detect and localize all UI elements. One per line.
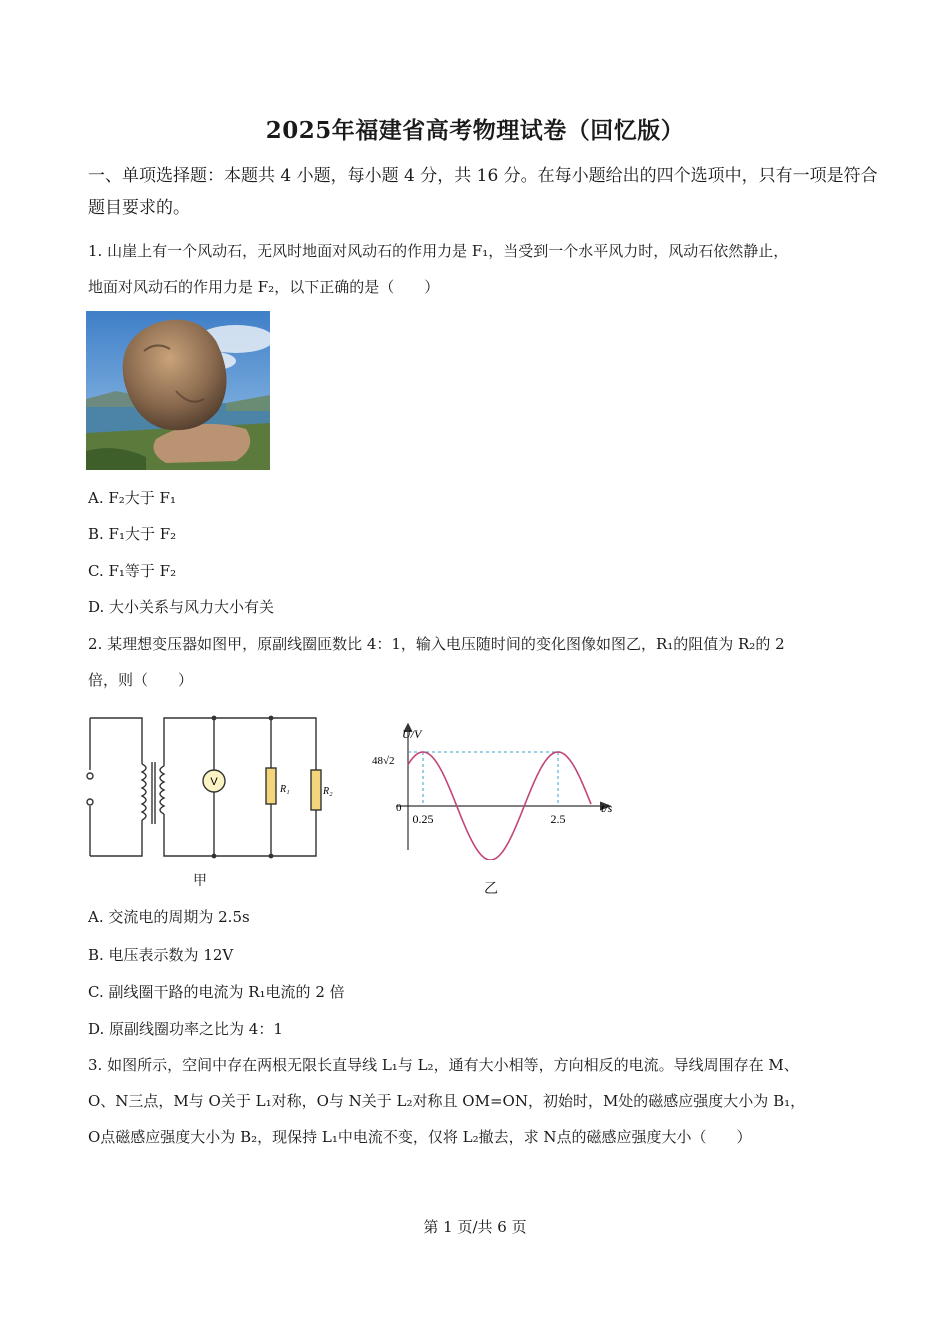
q2-option-a: A. 交流电的周期为 2.5s (88, 908, 250, 926)
q3-line-2: O、N三点，M与 O关于 L₁对称，O与 N关于 L₂对称且 OM=ON，初始时，M处的磁感应强度大小为 B₁， (88, 1092, 806, 1110)
x-tick-label-1: 2.5 (550, 812, 566, 826)
origin-label: 0 (396, 802, 402, 814)
q2-line-1: 2. 某理想变压器如图甲，原副线圈匝数比 4：1，输入电压随时间的变化图像如图乙，R₁的阻值为 R₂的 2 (88, 635, 785, 653)
figure-jia-caption: 甲 (193, 873, 207, 889)
figure-yi-caption: 乙 (484, 881, 498, 897)
section-heading: 一、单项选择题：本题共 4 小题，每小题 4 分，共 16 分。在每小题给出的四个选项中，只有一项是符合题目要求的。 (88, 166, 878, 218)
q1-option-d: D. 大小关系与风力大小有关 (88, 598, 275, 616)
q1-option-c: C. F₁等于 F₂ (88, 562, 177, 580)
x-axis-label: t/s (601, 801, 613, 815)
voltage-time-chart (368, 720, 623, 864)
q2-line-2: 倍，则（ ） (88, 671, 194, 689)
q1-line-2: 地面对风动石的作用力是 F₂，以下正确的是（ ） (88, 278, 440, 296)
r1-label: R₁ (280, 784, 290, 795)
wind-rock-photo (86, 311, 270, 470)
q1-option-a: A. F₂大于 F₁ (88, 489, 176, 507)
page-footer: 第 1 页/共 6 页 (423, 1218, 527, 1236)
q1-line-1: 1. 山崖上有一个风动石，无风时地面对风动石的作用力是 F₁，当受到一个水平风力时，风动石依然静止， (88, 242, 789, 260)
transformer-circuit-figure (84, 710, 334, 874)
page-title: 2025年福建省高考物理试卷（回忆版） (265, 117, 685, 144)
r2-label: R₂ (323, 786, 333, 797)
y-axis-label: U/V (402, 727, 422, 741)
q1-option-b: B. F₁大于 F₂ (88, 525, 177, 543)
q3-line-1: 3. 如图所示，空间中存在两根无限长直导线 L₁与 L₂，通有大小相等，方向相反的电流。导线周围存在 M、 (88, 1056, 799, 1074)
x-tick-label-0: 0.25 (412, 812, 434, 826)
q2-option-d: D. 原副线圈功率之比为 4：1 (88, 1020, 283, 1038)
peak-label: 48√2 (372, 755, 395, 767)
q2-option-c: C. 副线圈干路的电流为 R₁电流的 2 倍 (88, 983, 345, 1001)
voltmeter-symbol: V (210, 776, 218, 788)
q2-option-b: B. 电压表示数为 12V (88, 946, 234, 964)
q3-line-3: O点磁感应强度大小为 B₂，现保持 L₁中电流不变，仅将 L₂撤去，求 N点的磁感应强度大小（ ） (88, 1128, 752, 1146)
